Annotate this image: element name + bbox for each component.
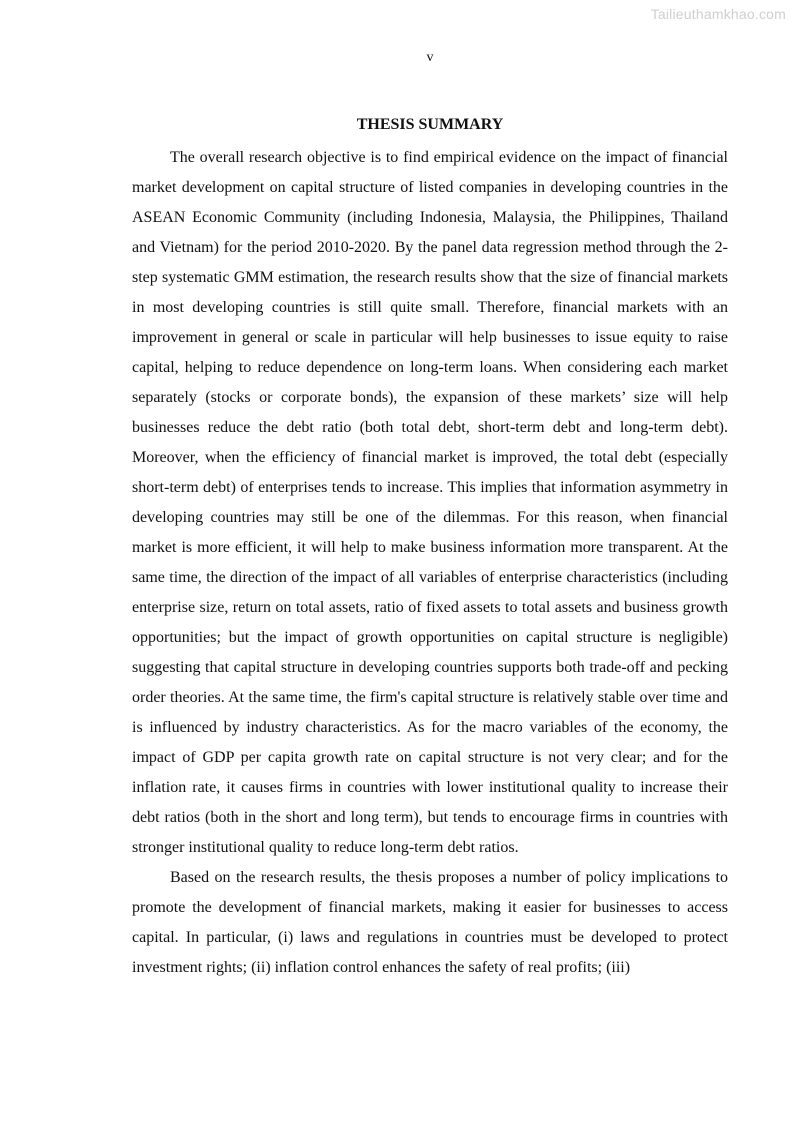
watermark-text: Tailieuthamkhao.com xyxy=(650,6,786,22)
page-title: THESIS SUMMARY xyxy=(356,116,504,133)
paragraph-objective: The overall research objective is to find empirical evidence on the impact of financial market development on capital structure of listed companies in developing countries in the ASEAN Economic Community (including Indonesia, Malaysia, the Philippines, Thailand and Vietnam) for the period 2010-2020. By the panel data regression method through the 2-step systematic GMM estimation, the research results show that the size of financial markets in most developing countries is still quite small. Therefore, financial markets with an improvement in general or scale in particular will help businesses to issue equity to raise capital, helping to reduce dependence on long-term loans. When considering each market separately (stocks or corporate bonds), the expansion of these markets’ size will help businesses reduce the debt ratio (both total debt, short-term debt and long-term debt). Moreover, when the efficiency of financial market is improved, the total debt (especially short-term debt) of enterprises tends to increase. This implies that information asymmetry in developing countries may still be one of the dilemmas. For this reason, when financial market is more efficient, it will help to make business information more transparent. At the same time, the direction of the impact of all variables of enterprise characteristics (including enterprise size, return on total assets, ratio of fixed assets to total assets and business growth opportunities; but the impact of growth opportunities on capital structure is negligible) suggesting that capital structure in developing countries supports both trade-off and pecking order theories. At the same time, the firm's capital structure is relatively stable over time and is influenced by industry characteristics. As for the macro variables of the economy, the impact of GDP per capita growth rate on capital structure is not very clear; and for the inflation rate, it causes firms in countries with lower institutional quality to increase their debt ratios (both in the short and long term), but tends to encourage firms in countries with stronger institutional quality to reduce long-term debt ratios. xyxy=(132,149,728,856)
page-number: v xyxy=(426,50,434,65)
document-body xyxy=(132,113,728,983)
paragraph-implications: Based on the research results, the thesis proposes a number of policy implications to promote the development of financial markets, making it easier for businesses to access capital. In particular, (i) laws and regulations in countries must be developed to protect investment rights; (ii) inflation control enhances the safety of real profits; (iii) xyxy=(132,869,728,976)
